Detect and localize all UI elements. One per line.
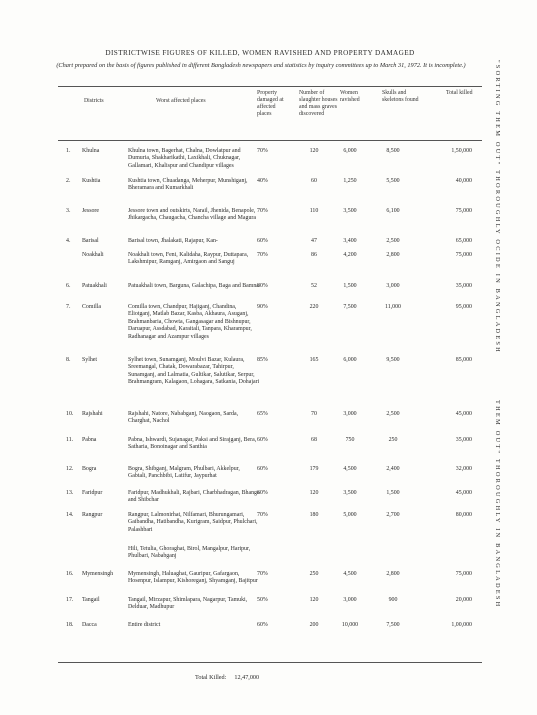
- row-places: Khulna town, Bagerhat, Chalna, Dowlatpur and Dumuria, Shakharikathi, Laxikhali, Chuknagar, Gallamari, Khalispur and Chandipur villages: [128, 148, 241, 169]
- table-top-rule: [58, 86, 482, 87]
- row-number: 10.: [66, 411, 74, 417]
- row-places: Jessore town and outskirts, Narail, Jhenida, Benapole, Jhikargacha, Chaugacha, Chancha village and Magura: [128, 208, 256, 222]
- total-killed-label: Total Killed:: [195, 674, 227, 681]
- row-district: Mymensingh: [82, 571, 114, 577]
- row-places: Comilla town, Chandpur, Hajiganj, Chandina, Eliotganj, Matlab Bazar, Kasba, Akhaura, Asuganj, Brahmanbaria, Chowta, Gangasagar and Bishnupur, Daruapur, Assdabad, Karaitali, Tanpara, Kharampur, Radhanagar and Azampur villages: [128, 304, 252, 340]
- row-skulls: 2,800: [386, 252, 400, 258]
- row-total: 1,00,000: [451, 622, 472, 628]
- row-places: Faridpur, Madhukhali, Rajbari, Charbhadragan, Bhanga and Shibchar: [128, 490, 260, 504]
- row-skulls: 8,500: [386, 148, 400, 154]
- row-district: Khulna: [82, 148, 100, 154]
- row-places: Rangpur, Lalmonirhat, Nilfamari, Bhurungamari, Gaibandha, Hatibandha, Kurigram, Saidpur, Phulchari, Palashbari: [128, 512, 258, 533]
- row-property: 70%: [257, 512, 268, 518]
- header-total: Total killed: [446, 90, 473, 96]
- row-total: 35,000: [455, 283, 472, 289]
- row-women: 1,500: [343, 283, 357, 289]
- row-total: 1,50,000: [451, 148, 472, 154]
- row-graves: 250: [309, 571, 319, 577]
- row-property: 70%: [257, 148, 268, 154]
- row-skulls: 2,500: [386, 238, 400, 244]
- row-district: Comilla: [82, 304, 101, 310]
- row-graves: 120: [309, 148, 319, 154]
- row-number: 18.: [66, 622, 74, 628]
- header-districts: Districts: [84, 98, 104, 104]
- row-women: 750: [345, 437, 355, 443]
- row-district: Dacca: [82, 622, 97, 628]
- row-women: 3,000: [343, 411, 357, 417]
- row-women: 3,500: [343, 490, 357, 496]
- row-property: 90%: [257, 304, 268, 310]
- row-property: 65%: [257, 411, 268, 417]
- row-property: 60%: [257, 437, 268, 443]
- row-graves: 120: [309, 597, 319, 603]
- row-number: 13.: [66, 490, 74, 496]
- row-district: Barisal: [82, 238, 99, 244]
- row-property: 70%: [257, 252, 268, 258]
- row-property: 60%: [257, 490, 268, 496]
- row-district: Jessore: [82, 208, 100, 214]
- row-women: 4,500: [343, 466, 357, 472]
- header-graves: Number of slaughter houses and mass graves discovered: [299, 90, 338, 117]
- row-total: 20,000: [455, 597, 472, 603]
- row-graves: 220: [309, 304, 319, 310]
- row-women: 3,500: [343, 208, 357, 214]
- row-places: Rajshahi, Natore, Nababganj, Naogaon, Sarda, Charghat, Nachol: [128, 411, 239, 425]
- row-district: Bogra: [82, 466, 97, 472]
- row-places: Noakhali town, Feni, Kalidaha, Raypur, Duttapara, Lakshmipur, Ramganj, Amirgaon and Sanguj: [128, 252, 249, 266]
- row-places: Bogra, Shibganj, Malgram, Phulbari, Akkelpur, Gabtali, Panchbibi, Latifur, Jaypurhat: [128, 466, 240, 480]
- row-graves: 165: [309, 357, 319, 363]
- row-property: 40%: [257, 178, 268, 184]
- row-total: 75,000: [455, 252, 472, 258]
- row-places: Mymensingh, Haluaghat, Gauripur, Gafargaon, Hosenpur, Islampur, Kishoreganj, Shyamganj, Bajitpur: [128, 571, 258, 585]
- row-graves: 200: [309, 622, 319, 628]
- header-women: Women ravished: [340, 90, 360, 103]
- row-property: 70%: [257, 571, 268, 577]
- row-skulls: 11,000: [385, 304, 401, 310]
- row-number: 2.: [66, 178, 71, 184]
- row-total: 35,000: [455, 437, 472, 443]
- row-graves: 68: [311, 437, 317, 443]
- row-total: 75,000: [455, 208, 472, 214]
- row-total: 80,000: [455, 512, 472, 518]
- row-district: Pabna: [82, 437, 97, 443]
- row-skulls: 250: [388, 437, 398, 443]
- row-women: 6,000: [343, 148, 357, 154]
- row-graves: 86: [311, 252, 317, 258]
- row-property: 80%: [257, 283, 268, 289]
- side-note-bottom: THEM OUT" THOROUGHLY IN BANGLADESH: [494, 400, 501, 609]
- row-graves: 110: [309, 208, 319, 214]
- header-places: Worst affected places: [156, 98, 206, 104]
- page-subtitle: (Chart prepared on the basis of figures published in different Bangladesh newspapers and statistics by inquiry committees up to March 31, 1972. It is incomplete.): [56, 62, 466, 69]
- row-district: Faridpur: [82, 490, 103, 496]
- header-skulls: Skulls and skeletons found: [382, 90, 419, 103]
- row-number: 17.: [66, 597, 74, 603]
- row-graves: 70: [311, 411, 317, 417]
- row-graves: 52: [311, 283, 317, 289]
- table-header-rule: [58, 140, 482, 141]
- row-skulls: 3,000: [386, 283, 400, 289]
- row-places: Tangail, Mirzapur, Shimlapara, Nagarpur, Tamuki, Delduar, Madhupur: [128, 597, 248, 611]
- row-women: 6,000: [343, 357, 357, 363]
- row-property: 60%: [257, 466, 268, 472]
- total-killed-line: [195, 674, 259, 681]
- row-places: Patuakhali town, Barguna, Galachipa, Baga and Bamna: [128, 283, 259, 289]
- row-places: Pabna, Ishwardi, Sujanagar, Paksi and Sirajganj, Bera, Satharia, Bonoinagar and Santhia: [128, 437, 257, 451]
- row-women: 7,500: [343, 304, 357, 310]
- row-total: 85,000: [455, 357, 472, 363]
- row-number: 16.: [66, 571, 74, 577]
- row-district: Rajshahi: [82, 411, 103, 417]
- row-number: 1.: [66, 148, 71, 154]
- row-skulls: 2,700: [386, 512, 400, 518]
- row-skulls: 2,800: [386, 571, 400, 577]
- row-number: 11.: [66, 437, 74, 443]
- row-graves: 47: [311, 238, 317, 244]
- row-places: Sylhet town, Sunamganj, Moulvi Bazar, Kulaura, Sreemangal, Chatak, Dowarabazar, Tahirpur, Sunamganj, and Lalmatia, Gultikar, Salutikar, Serpur, Brahmangram, Kalagaon, Lohagara, Satkania, Dohajari: [128, 357, 260, 386]
- row-number: 3.: [66, 208, 71, 214]
- row-number: 7.: [66, 304, 71, 310]
- row-skulls: 9,500: [386, 357, 400, 363]
- row-women: 3,000: [343, 597, 357, 603]
- row-places: Entire district: [128, 622, 161, 628]
- row-women: 1,250: [343, 178, 357, 184]
- row-women: 4,500: [343, 571, 357, 577]
- row-total: 45,000: [455, 490, 472, 496]
- side-note-top: "SORTING THEM OUT" THOROUGHLY OCIDE IN BANGLADESH: [494, 60, 501, 354]
- row-skulls: 5,500: [386, 178, 400, 184]
- row-women: 5,000: [343, 512, 357, 518]
- row-graves: 179: [309, 466, 319, 472]
- row-places: Kushtia town, Chuadanga, Meherpur, Munshiganj, Bheramara and Kumarkhali: [128, 178, 248, 192]
- row-total: 45,000: [455, 411, 472, 417]
- row-property: 70%: [257, 208, 268, 214]
- page-title: DISTRICTWISE FIGURES OF KILLED, WOMEN RAVISHED AND PROPERTY DAMAGED: [105, 49, 415, 57]
- row-skulls: 2,400: [386, 466, 400, 472]
- row-district: Rangpur: [82, 512, 103, 518]
- header-property: Property damaged at affected places: [257, 90, 284, 117]
- row-number: 8.: [66, 357, 71, 363]
- row-skulls: 7,500: [386, 622, 400, 628]
- row-women: 10,000: [341, 622, 359, 628]
- row-women: 3,400: [343, 238, 357, 244]
- row-graves: 120: [309, 490, 319, 496]
- row-property: 85%: [257, 357, 268, 363]
- table-bottom-rule: [58, 662, 482, 663]
- row-district: Kushtia: [82, 178, 101, 184]
- row-total: 40,000: [455, 178, 472, 184]
- row-district: Noakhali: [82, 252, 104, 258]
- row-number: 4.: [66, 238, 71, 244]
- row-total: 65,000: [455, 238, 472, 244]
- row-total: 32,000: [455, 466, 472, 472]
- row-property: 50%: [257, 597, 268, 603]
- row-district: Patuakhali: [82, 283, 107, 289]
- row-district: Tangail: [82, 597, 100, 603]
- row-total: 75,000: [455, 571, 472, 577]
- row-property: 60%: [257, 622, 268, 628]
- row-skulls: 6,100: [386, 208, 400, 214]
- row-places: Hili, Tetulia, Ghoraghat, Birol, Mangalpur, Haripur, Phulbari, Nababganj: [128, 546, 251, 560]
- row-places: Barisal town, Jhalakati, Rajapur, Kan-: [128, 238, 218, 244]
- total-killed-value: 12,47,000: [234, 674, 260, 681]
- row-women: 4,200: [343, 252, 357, 258]
- row-number: 6.: [66, 283, 71, 289]
- row-graves: 60: [311, 178, 317, 184]
- row-total: 95,000: [455, 304, 472, 310]
- row-property: 60%: [257, 238, 268, 244]
- row-skulls: 1,500: [386, 490, 400, 496]
- row-number: 14.: [66, 512, 74, 518]
- row-skulls: 900: [388, 597, 398, 603]
- row-graves: 180: [309, 512, 319, 518]
- row-district: Sylhet: [82, 357, 98, 363]
- row-skulls: 2,500: [386, 411, 400, 417]
- row-number: 12.: [66, 466, 74, 472]
